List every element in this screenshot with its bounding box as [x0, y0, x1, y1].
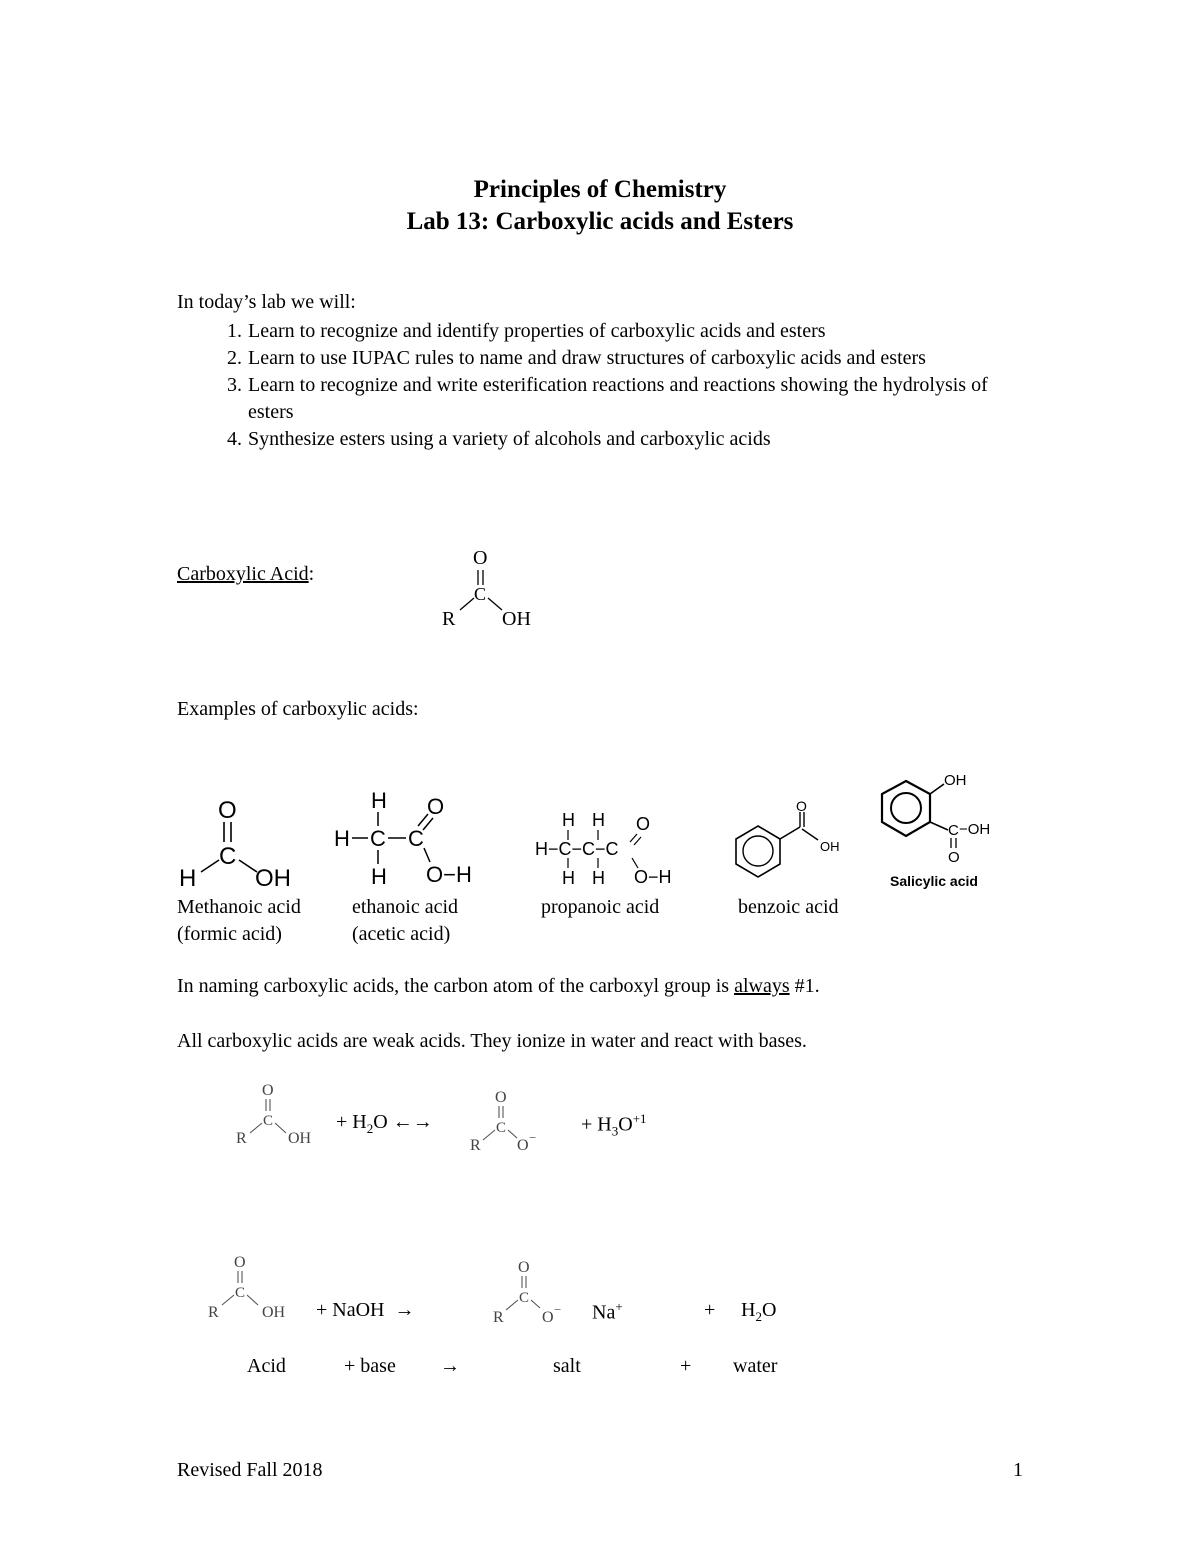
benzoic-name: benzoic acid: [738, 896, 839, 918]
weak-acid-note: All carboxylic acids are weak acids. They ionize in water and react with bases.: [177, 1030, 807, 1052]
word-plus: +: [680, 1355, 692, 1377]
methanoic-acid-structure: [175, 792, 305, 892]
salicylic-acid-structure: [878, 766, 1038, 896]
atom-label: −OH: [959, 821, 991, 838]
reaction-arrow: →: [394, 1299, 415, 1321]
atom-label: O−H: [634, 867, 672, 887]
carboxylic-acid-structure: [200, 1245, 300, 1330]
atom-label: H: [179, 865, 197, 892]
atom-label: H: [562, 868, 575, 888]
objectives-list: [210, 318, 1037, 453]
atom-label: O: [473, 547, 488, 569]
ethanoic-name: ethanoic acid (acetic acid): [352, 896, 459, 945]
naoh-reagent: + NaOH →: [316, 1299, 415, 1321]
carboxylic-acid-structure: [230, 1075, 330, 1155]
word-salt: salt: [553, 1355, 581, 1377]
naming-rule: In naming carboxylic acids, the carbon atom of the carboxyl group is always #1.: [177, 975, 820, 997]
atom-label: C: [263, 1113, 274, 1129]
objective-item: 4. Synthesize esters using a variety of alcohols and carboxylic acids: [247, 426, 1037, 453]
atom-label: OH: [944, 772, 967, 789]
atom-label: OH: [502, 608, 531, 630]
atom-label: H: [562, 810, 575, 830]
atom-label: H: [592, 810, 605, 830]
atom-label: R: [208, 1304, 219, 1321]
methanoic-name: Methanoic acid (formic acid): [177, 896, 301, 945]
atom-label: H: [334, 826, 350, 851]
atom-label: C: [519, 1290, 530, 1306]
atom-label: O: [636, 814, 651, 834]
benzoic-acid-structure: [728, 796, 853, 891]
atom-label: OH: [262, 1304, 286, 1321]
propanoic-acid-structure: [533, 806, 698, 888]
intro-lead: In today’s lab we will:: [177, 291, 356, 313]
atom-label: H−C−C−C: [535, 839, 619, 859]
plus-sign: +: [704, 1299, 716, 1321]
atom-label: C: [474, 584, 487, 604]
atom-label: C: [370, 826, 386, 851]
carboxylate-structure: [488, 1250, 578, 1335]
objective-item: 1. Learn to recognize and identify properties of carboxylic acids and esters: [247, 318, 1037, 345]
atom-label: O: [495, 1089, 507, 1106]
water-product: $H_2O$: [741, 1299, 777, 1324]
carboxylic-acid-label: Carboxylic Acid:: [177, 563, 315, 585]
lab-title: Lab 13: Carboxylic acids and Esters: [406, 208, 794, 235]
page-number: 1: [1013, 1459, 1023, 1481]
atom-label: H: [371, 864, 387, 889]
atom-label: O: [517, 1137, 529, 1154]
atom-label: R: [236, 1130, 247, 1147]
atom-label: OH: [820, 839, 840, 854]
atom-label: R: [493, 1309, 504, 1326]
atom-label: O: [542, 1309, 554, 1326]
atom-label: O−H: [426, 862, 472, 887]
water-reagent: + $H_2O$ ←→: [336, 1111, 433, 1136]
ethanoic-acid-structure: [330, 786, 495, 891]
atom-label: R: [442, 608, 456, 630]
atom-label: O: [234, 1254, 246, 1271]
atom-label: C: [496, 1120, 507, 1136]
atom-label: OH: [288, 1130, 312, 1147]
atom-label: H: [592, 868, 605, 888]
equilibrium-arrow: ←→: [392, 1111, 433, 1133]
atom-label: C: [235, 1285, 246, 1301]
atom-label: R: [470, 1137, 481, 1154]
examples-heading: Examples of carboxylic acids:: [177, 698, 419, 720]
word-water: water: [733, 1355, 778, 1377]
salicylic-acid-name: Salicylic acid: [890, 873, 978, 889]
atom-label: −: [529, 1130, 537, 1145]
propanoic-name: propanoic acid: [541, 896, 660, 918]
revision-note: Revised Fall 2018: [177, 1459, 323, 1481]
atom-label: C: [408, 826, 424, 851]
atom-label: C: [948, 822, 959, 839]
word-acid: Acid: [247, 1355, 286, 1377]
atom-label: C: [219, 843, 237, 870]
course-title: Principles of Chemistry: [473, 176, 727, 203]
atom-label: O: [218, 797, 237, 824]
hydronium-product: + $H_3O^{+1}$: [581, 1111, 647, 1139]
atom-label: H: [371, 788, 387, 813]
sodium-cation: Na+: [592, 1299, 623, 1324]
carboxylic-acid-structure: [430, 540, 550, 635]
carboxylate-structure: [465, 1082, 555, 1162]
atom-label: O: [948, 849, 960, 866]
atom-label: O: [262, 1082, 274, 1099]
atom-label: OH: [255, 865, 291, 892]
atom-label: O: [427, 794, 445, 819]
atom-label: O: [518, 1259, 530, 1276]
word-arrow: →: [440, 1355, 460, 1377]
objective-item: 2. Learn to use IUPAC rules to name and draw structures of carboxylic acids and esters: [247, 345, 1037, 372]
objective-item: 3. Learn to recognize and write esterification reactions and reactions showing the hydrolysis of esters: [247, 372, 1037, 426]
atom-label: −: [554, 1302, 562, 1317]
word-base: + base: [344, 1355, 396, 1377]
atom-label: O: [796, 798, 807, 814]
